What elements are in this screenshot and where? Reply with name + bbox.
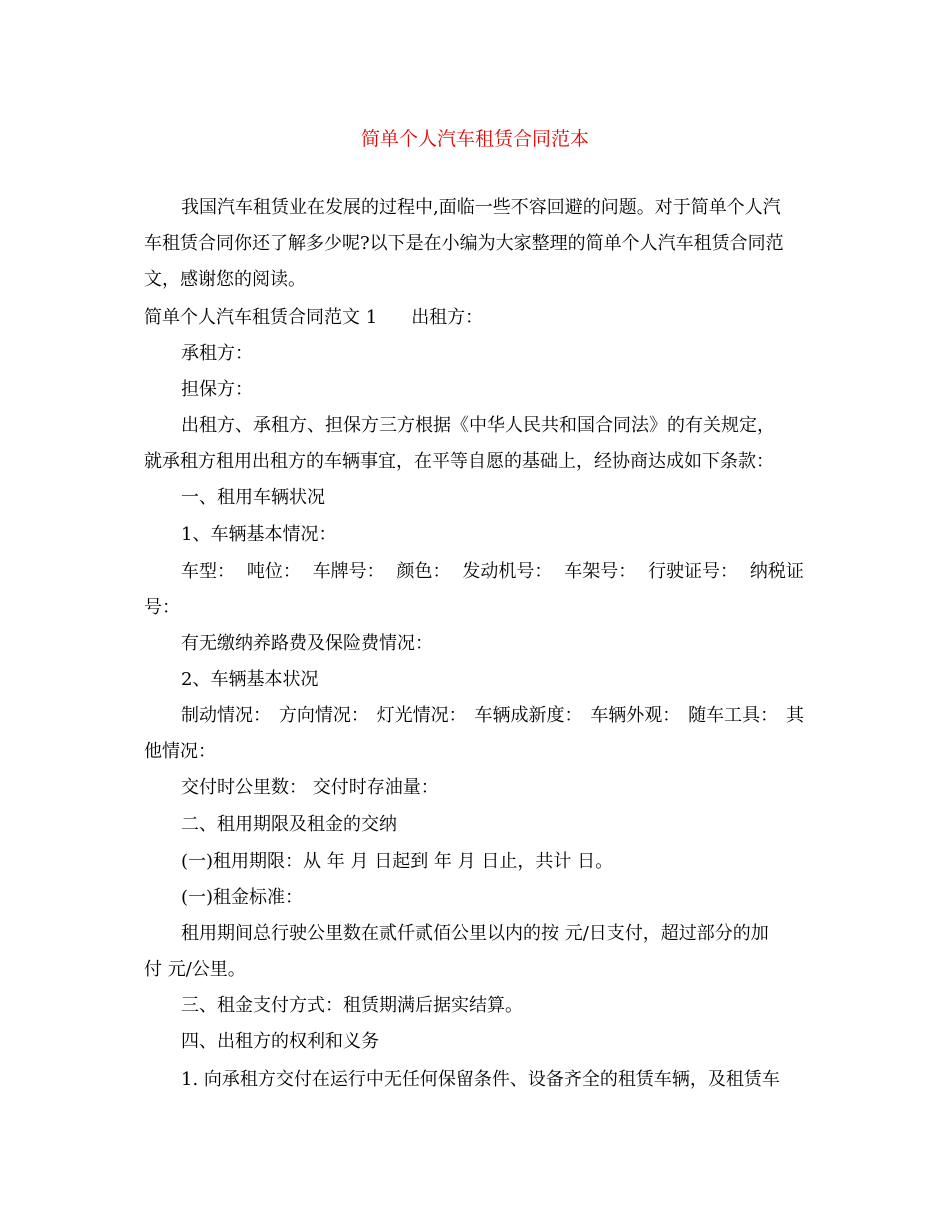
vehicle-field: 发动机号：	[462, 561, 553, 582]
clause-1-title	[181, 486, 325, 510]
delivery-fields-line	[181, 776, 439, 800]
clause-4-title-text: 四、出租方的权利和义务	[181, 1031, 379, 1052]
rent-text-1: 租用期间总行驶公里数在贰仟贰佰公里以内的按 元/日支付，超过部分的加	[181, 923, 769, 944]
vehicle-field-cont: 号：	[144, 597, 180, 618]
condition-field: 制动情况：	[181, 705, 271, 726]
vehicle-field: 车架号：	[564, 561, 637, 582]
clause-1-2	[181, 668, 318, 692]
intro-line-3	[144, 268, 306, 292]
clause-2-title-text: 二、租用期限及租金的交纳	[181, 814, 397, 835]
condition-fields-cont-line	[144, 740, 216, 764]
condition-field-cont: 他情况：	[144, 741, 216, 762]
vehicle-field: 车牌号：	[312, 561, 385, 582]
section-heading: 简单个人汽车租赁合同范文 1	[144, 307, 378, 328]
vehicle-field: 车型：	[181, 561, 235, 582]
term-line	[181, 850, 613, 874]
guarantor-line	[181, 378, 253, 402]
clause-1-2-text: 2、车辆基本状况	[181, 669, 319, 690]
clause-2-title	[181, 813, 397, 837]
condition-field: 随车工具：	[688, 705, 779, 726]
condition-field: 车辆外观：	[590, 705, 681, 726]
clause-1-1-text: 1、车辆基本情况：	[181, 524, 337, 545]
condition-field: 灯光情况：	[376, 705, 467, 726]
vehicle-field: 纳税证	[749, 561, 804, 582]
preamble-line-1	[181, 414, 775, 438]
vehicle-field: 行驶证号：	[648, 561, 739, 582]
vehicle-fields-cont-line	[144, 596, 180, 620]
clause-3-text: 三、租金支付方式：租赁期满后据实结算。	[181, 995, 523, 1016]
delivery-fields: 交付时公里数： 交付时存油量：	[181, 777, 439, 798]
preamble-text-2: 就承租方租用出租方的车辆事宜，在平等自愿的基础上，经协商达成如下条款：	[144, 451, 774, 472]
fee-status: 有无缴纳养路费及保险费情况：	[181, 633, 433, 654]
preamble-line-2	[144, 450, 774, 474]
intro-text-3: 文，感谢您的阅读。	[144, 269, 306, 290]
lessee-line	[181, 342, 253, 366]
document-title: 简单个人汽车租赁合同范本	[360, 128, 589, 150]
clause-1-title-text: 一、租用车辆状况	[181, 487, 325, 508]
rent-text-line-1	[181, 922, 769, 946]
intro-text-2: 车租赁合同你还了解多少呢?以下是在小编为大家整理的简单个人汽车租赁合同范	[144, 233, 784, 254]
condition-fields-line	[181, 704, 804, 728]
preamble-text-1: 出租方、承租方、担保方三方根据《中华人民共和国合同法》的有关规定，	[181, 415, 775, 436]
condition-field: 方向情况：	[278, 705, 369, 726]
intro-line-1	[181, 196, 804, 220]
rent-text-line-2	[144, 958, 246, 982]
condition-field: 车辆成新度：	[474, 705, 583, 726]
vehicle-field: 吨位：	[246, 561, 301, 582]
rent-standard-line	[181, 886, 303, 910]
rent-standard-text: (一)租金标准：	[181, 887, 304, 908]
lessee-label: 承租方：	[181, 343, 253, 364]
clause-4-title	[181, 1030, 379, 1054]
clause-4-1	[181, 1068, 780, 1092]
vehicle-fields-line	[181, 560, 804, 584]
clause-3	[181, 994, 523, 1018]
condition-field: 其	[785, 705, 804, 726]
vehicle-field: 颜色：	[396, 561, 451, 582]
intro-text-1: 我国汽车租赁业在发展的过程中,面临一些不容回避的问题。对于简单个人汽	[181, 197, 781, 218]
rent-text-2: 付 元/公里。	[144, 959, 246, 980]
term-text: (一)租用期限：从 年 月 日起到 年 月 日止，共计 日。	[181, 851, 614, 872]
clause-4-1-text: 1. 向承租方交付在运行中无任何保留条件、设备齐全的租赁车辆，及租赁车	[181, 1069, 780, 1090]
section-heading-line	[144, 306, 483, 330]
lessor-label: 出租方：	[411, 307, 484, 328]
clause-1-1	[181, 523, 336, 547]
fee-status-line	[181, 632, 433, 656]
intro-line-2	[144, 232, 784, 256]
guarantor-label: 担保方：	[181, 379, 253, 400]
